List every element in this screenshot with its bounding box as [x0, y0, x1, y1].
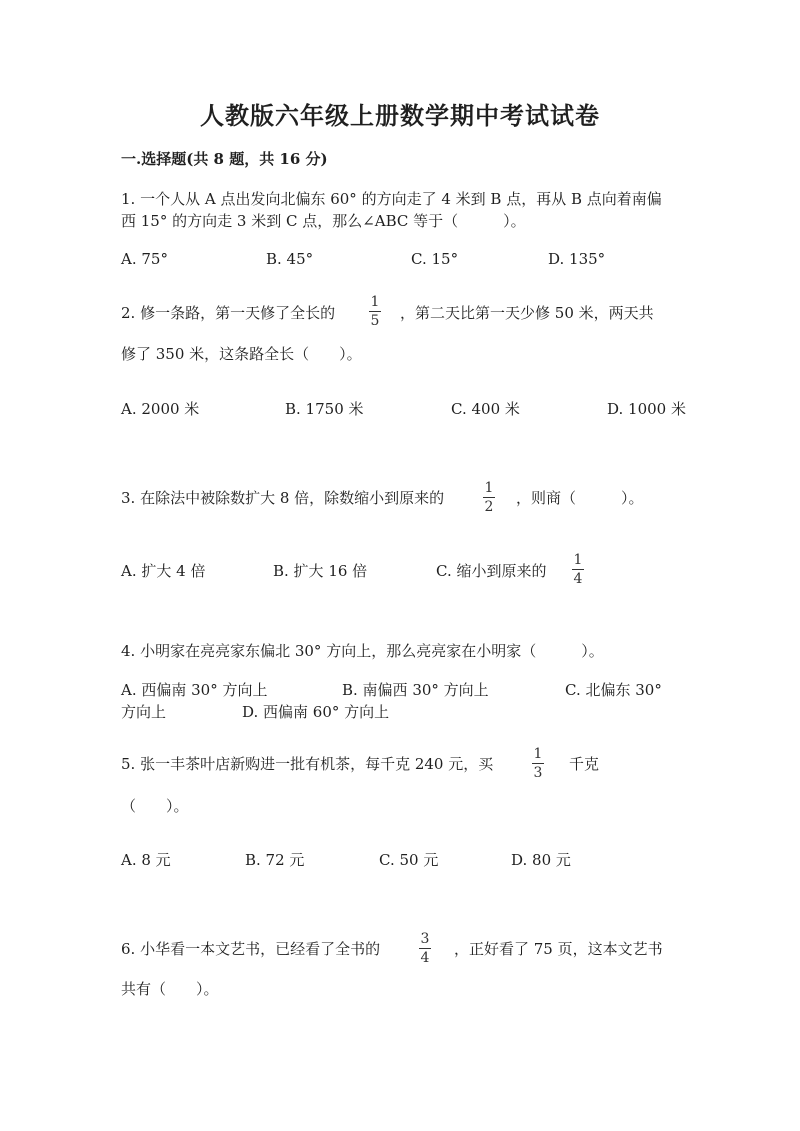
q6-frac-den: 4 — [420, 950, 430, 966]
q5-frac-den: 3 — [533, 765, 543, 781]
q3-frac-den: 2 — [484, 499, 494, 515]
q3-option-b[interactable]: B. 扩大 16 倍 — [273, 562, 368, 580]
q5-option-a[interactable]: A. 8 元 — [121, 851, 171, 869]
q6-frac-bar — [419, 948, 431, 949]
q3-line1b: ，则商（ ）。 — [516, 489, 644, 507]
q5-option-b[interactable]: B. 72 元 — [245, 851, 305, 869]
q5-frac-bar — [532, 763, 544, 764]
q4-option-c[interactable]: C. 北偏东 30° — [565, 681, 662, 699]
q1-option-b[interactable]: B. 45° — [266, 250, 314, 268]
q4-option-b[interactable]: B. 南偏西 30° 方向上 — [342, 681, 489, 699]
q2-frac-den: 5 — [370, 313, 380, 329]
q2-line1a: 2. 修一条路，第一天修了全长的 — [121, 304, 336, 322]
q1-line1: 1. 一个人从 A 点出发向北偏东 60° 的方向走了 4 米到 B 点，再从 B 点向着南偏 — [121, 190, 662, 208]
q2-option-b[interactable]: B. 1750 米 — [285, 400, 364, 418]
q5-line1b: 千克 — [569, 755, 600, 773]
q6-line2: 共有（ ）。 — [121, 980, 219, 998]
q6-fraction — [417, 931, 433, 966]
q6-frac-num: 3 — [420, 931, 430, 947]
q4-option-c-cont: 方向上 — [121, 703, 167, 721]
q5-fraction — [530, 746, 546, 781]
q2-frac-num: 1 — [370, 294, 380, 310]
q2-line1b: ，第二天比第一天少修 50 米，两天共 — [400, 304, 654, 322]
q2-option-a[interactable]: A. 2000 米 — [121, 400, 200, 418]
q3-line1a: 3. 在除法中被除数扩大 8 倍，除数缩小到原来的 — [121, 489, 445, 507]
q5-option-d[interactable]: D. 80 元 — [511, 851, 571, 869]
q6-line1b: ，正好看了 75 页，这本文艺书 — [454, 940, 663, 958]
q4-line1: 4. 小明家在亮亮家东偏北 30° 方向上，那么亮亮家在小明家（ ）。 — [121, 642, 604, 660]
q3-option-c-fraction — [570, 552, 586, 587]
q2-frac-bar — [369, 311, 381, 312]
q1-option-a[interactable]: A. 75° — [121, 250, 168, 268]
q1-option-c[interactable]: C. 15° — [411, 250, 459, 268]
q1-line2: 西 15° 的方向走 3 米到 C 点，那么∠ABC 等于（ ）。 — [121, 212, 526, 230]
q3-opt-frac-den: 4 — [573, 571, 583, 587]
q5-frac-num: 1 — [533, 746, 543, 762]
q1-option-d[interactable]: D. 135° — [548, 250, 606, 268]
q4-option-a[interactable]: A. 西偏南 30° 方向上 — [121, 681, 268, 699]
q3-frac-bar — [483, 497, 495, 498]
q3-opt-frac-num: 1 — [573, 552, 583, 568]
q3-option-a[interactable]: A. 扩大 4 倍 — [121, 562, 206, 580]
q4-option-d[interactable]: D. 西偏南 60° 方向上 — [242, 703, 390, 721]
q5-line1a: 5. 张一丰茶叶店新购进一批有机茶，每千克 240 元，买 — [121, 755, 494, 773]
q2-line2: 修了 350 米，这条路全长（ ）。 — [121, 345, 362, 363]
q5-line2: （ ）。 — [121, 797, 189, 815]
q6-line1a: 6. 小华看一本文艺书，已经看了全书的 — [121, 940, 381, 958]
q2-fraction — [367, 294, 383, 329]
q3-fraction — [481, 480, 497, 515]
section-heading: 一.选择题(共 8 题，共 16 分) — [121, 150, 328, 168]
q3-opt-frac-bar — [572, 569, 584, 570]
q3-option-c[interactable]: C. 缩小到原来的 — [436, 562, 547, 580]
q5-option-c[interactable]: C. 50 元 — [379, 851, 439, 869]
page-title: 人教版六年级上册数学期中考试试卷 — [200, 101, 600, 130]
q2-option-c[interactable]: C. 400 米 — [451, 400, 520, 418]
q2-option-d[interactable]: D. 1000 米 — [607, 400, 686, 418]
q3-frac-num: 1 — [484, 480, 494, 496]
